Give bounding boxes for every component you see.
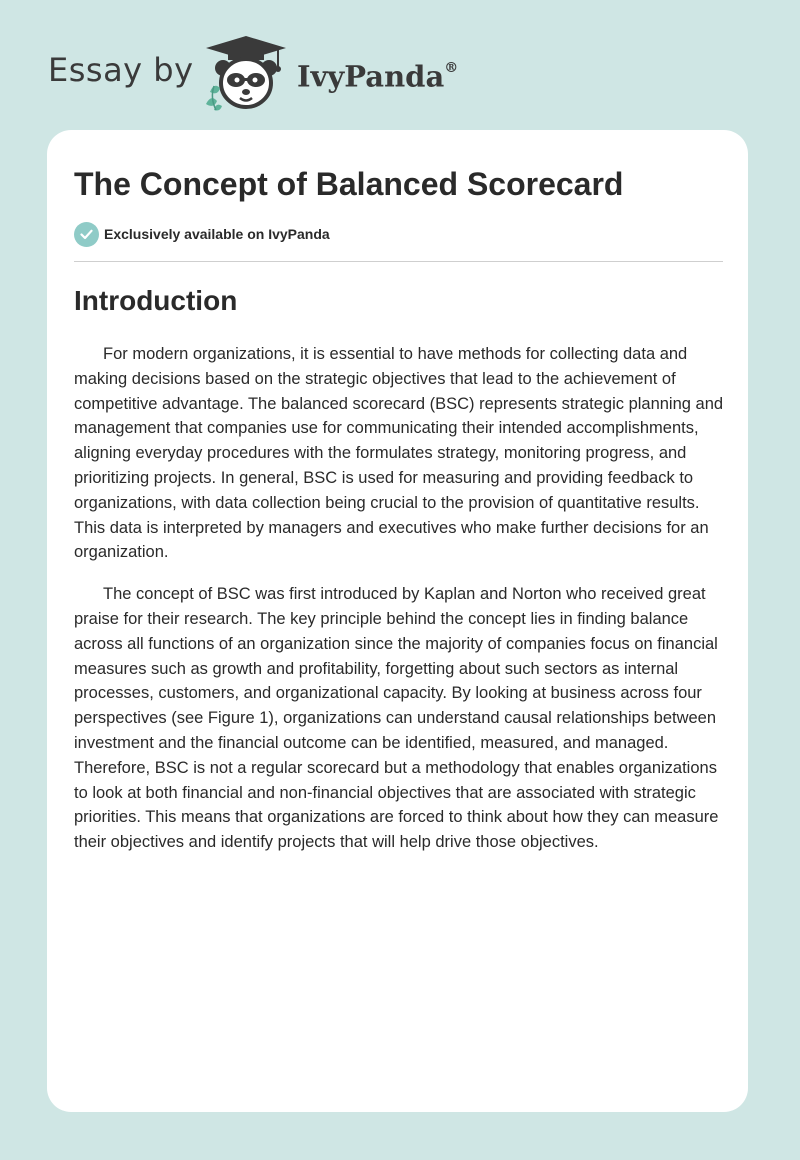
registered-mark: ® [444,60,459,76]
brand-name-text: IvyPanda [297,59,445,94]
article-body [74,342,726,872]
badge-label: Exclusively available on IvyPanda [104,226,330,242]
panda-graduate-icon[interactable] [200,34,292,112]
brand-prefix: Essay by [48,51,194,89]
paragraph: For modern organizations, it is essential to have methods for collecting data and making decisions based on the strategic objectives that lead to the achievement of competitive advantage. The balanced scorecard (BSC) represents strategic planning and management that companies use for communicating their intended accomplishments, aligning everyday procedures with the formulates strategy, monitoring progress, and prioritizing projects. In general, BSC is used for measuring and providing feedback to organizations, with data collection being crucial to the provision of quantitative results. This data is interpreted by managers and executives who make further decisions for an organization. [74,345,724,562]
page-title: The Concept of Balanced Scorecard [74,166,624,202]
paragraph: The concept of BSC was first introduced by Kaplan and Norton who received great praise for their research. The key principle behind the concept lies in finding balance across all functions of an organization since the majority of companies focus on financial measures such as growth and profitability, forgetting about such sectors as internal processes, customers, and organizational capacity. By looking at business across four perspectives (see Figure 1), organizations can understand causal relationships between investment and the financial outcome can be identified, measured, and managed. Therefore, BSC is not a regular scorecard but a methodology that enables organizations to look at both financial and non-financial objectives that are associated with strategic priorities. This means that organizations are forced to think about how they can measure their objectives and identify projects that will help drive those objectives. [74,585,719,852]
section-heading: Introduction [74,285,238,316]
exclusive-badge [74,221,330,247]
brand-name[interactable] [297,52,458,97]
article-card [47,130,748,1112]
site-header [0,0,800,130]
divider [74,261,723,262]
check-circle-icon [74,222,99,247]
